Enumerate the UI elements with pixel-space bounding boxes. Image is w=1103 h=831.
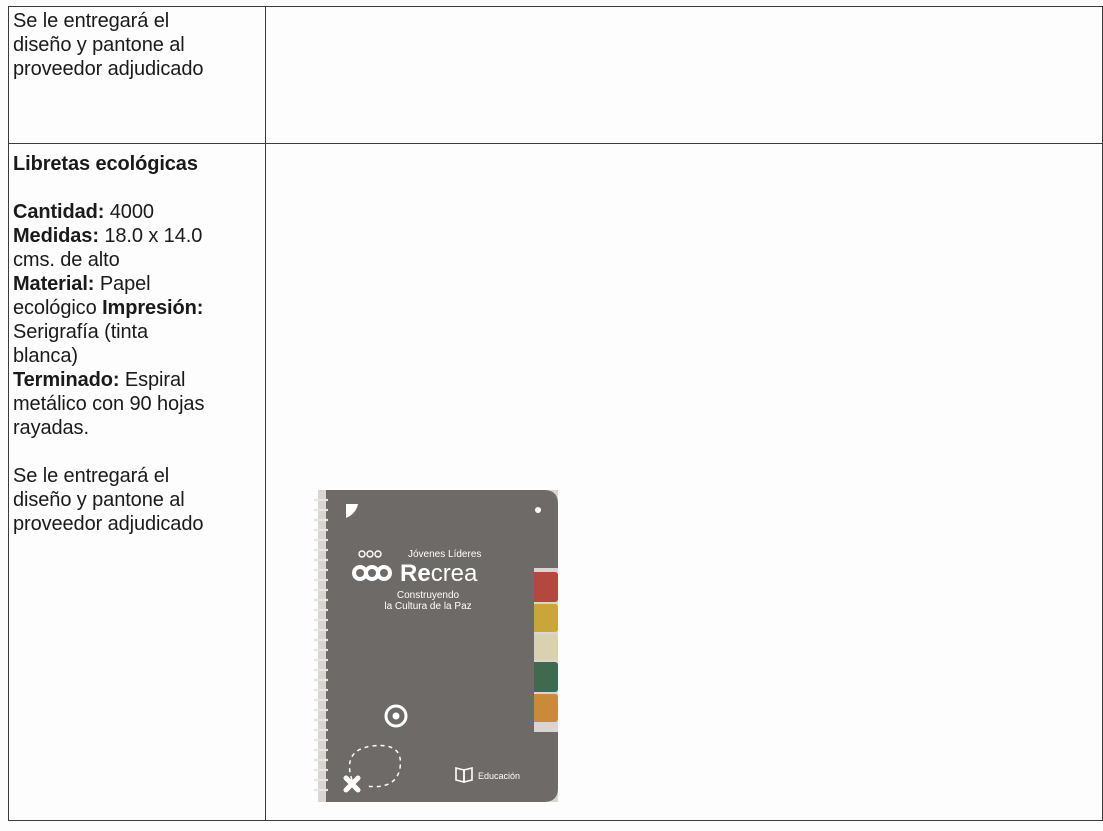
material-printing-line [13,296,261,320]
delivery-note-line: proveedor adjudicado [13,513,204,535]
measures-line-2: cms. de alto [13,249,120,271]
delivery-note-line: Se le entregará el [13,10,170,32]
finish-value-3: rayadas. [13,417,89,439]
quantity-value: 4000 [104,201,154,223]
material-line [13,272,261,296]
delivery-note-line: diseño y pantone al [13,489,185,511]
measures-label: Medidas: [13,225,99,247]
delivery-note-line: proveedor adjudicado [13,58,204,80]
brand-name-light: crea [430,560,478,587]
printing-label: Impresión: [102,297,204,319]
quantity-label: Cantidad: [13,201,105,223]
description-cell [9,7,266,144]
footer-label: Educación [478,771,521,781]
material-label: Material: [13,273,95,295]
measures-value: 18.0 x 14.0 [98,225,203,247]
notebook-photo [312,488,560,802]
tagline-line-2: la Cultura de la Paz [384,601,472,612]
image-cell [266,7,1103,144]
brand-name-bold: Re [400,560,431,587]
description-cell [9,144,266,821]
notebook-cover [326,490,558,802]
quantity-line [13,200,261,224]
delivery-note-line: Se le entregará el [13,465,170,487]
material-value-2: ecológico [13,297,103,319]
finish-line [13,368,261,392]
dot-icon [535,507,541,513]
item-title: Libretas ecológicas [13,153,198,175]
brand-top: Jóvenes Líderes [408,549,482,560]
measures-line [13,224,261,248]
delivery-note [9,7,265,81]
finish-value: Espiral [119,369,186,391]
finish-value-2: metálico con 90 hojas [13,393,205,415]
printing-value: Serigrafía (tinta [13,321,149,343]
delivery-note-line: diseño y pantone al [13,34,185,56]
delivery-note [13,464,261,536]
printing-value-2: blanca) [13,345,78,367]
brand-name [400,560,478,587]
tagline-line-1: Construyendo [396,590,460,601]
finish-label: Terminado: [13,369,120,391]
material-value: Papel [94,273,151,295]
table-row [9,7,1103,144]
